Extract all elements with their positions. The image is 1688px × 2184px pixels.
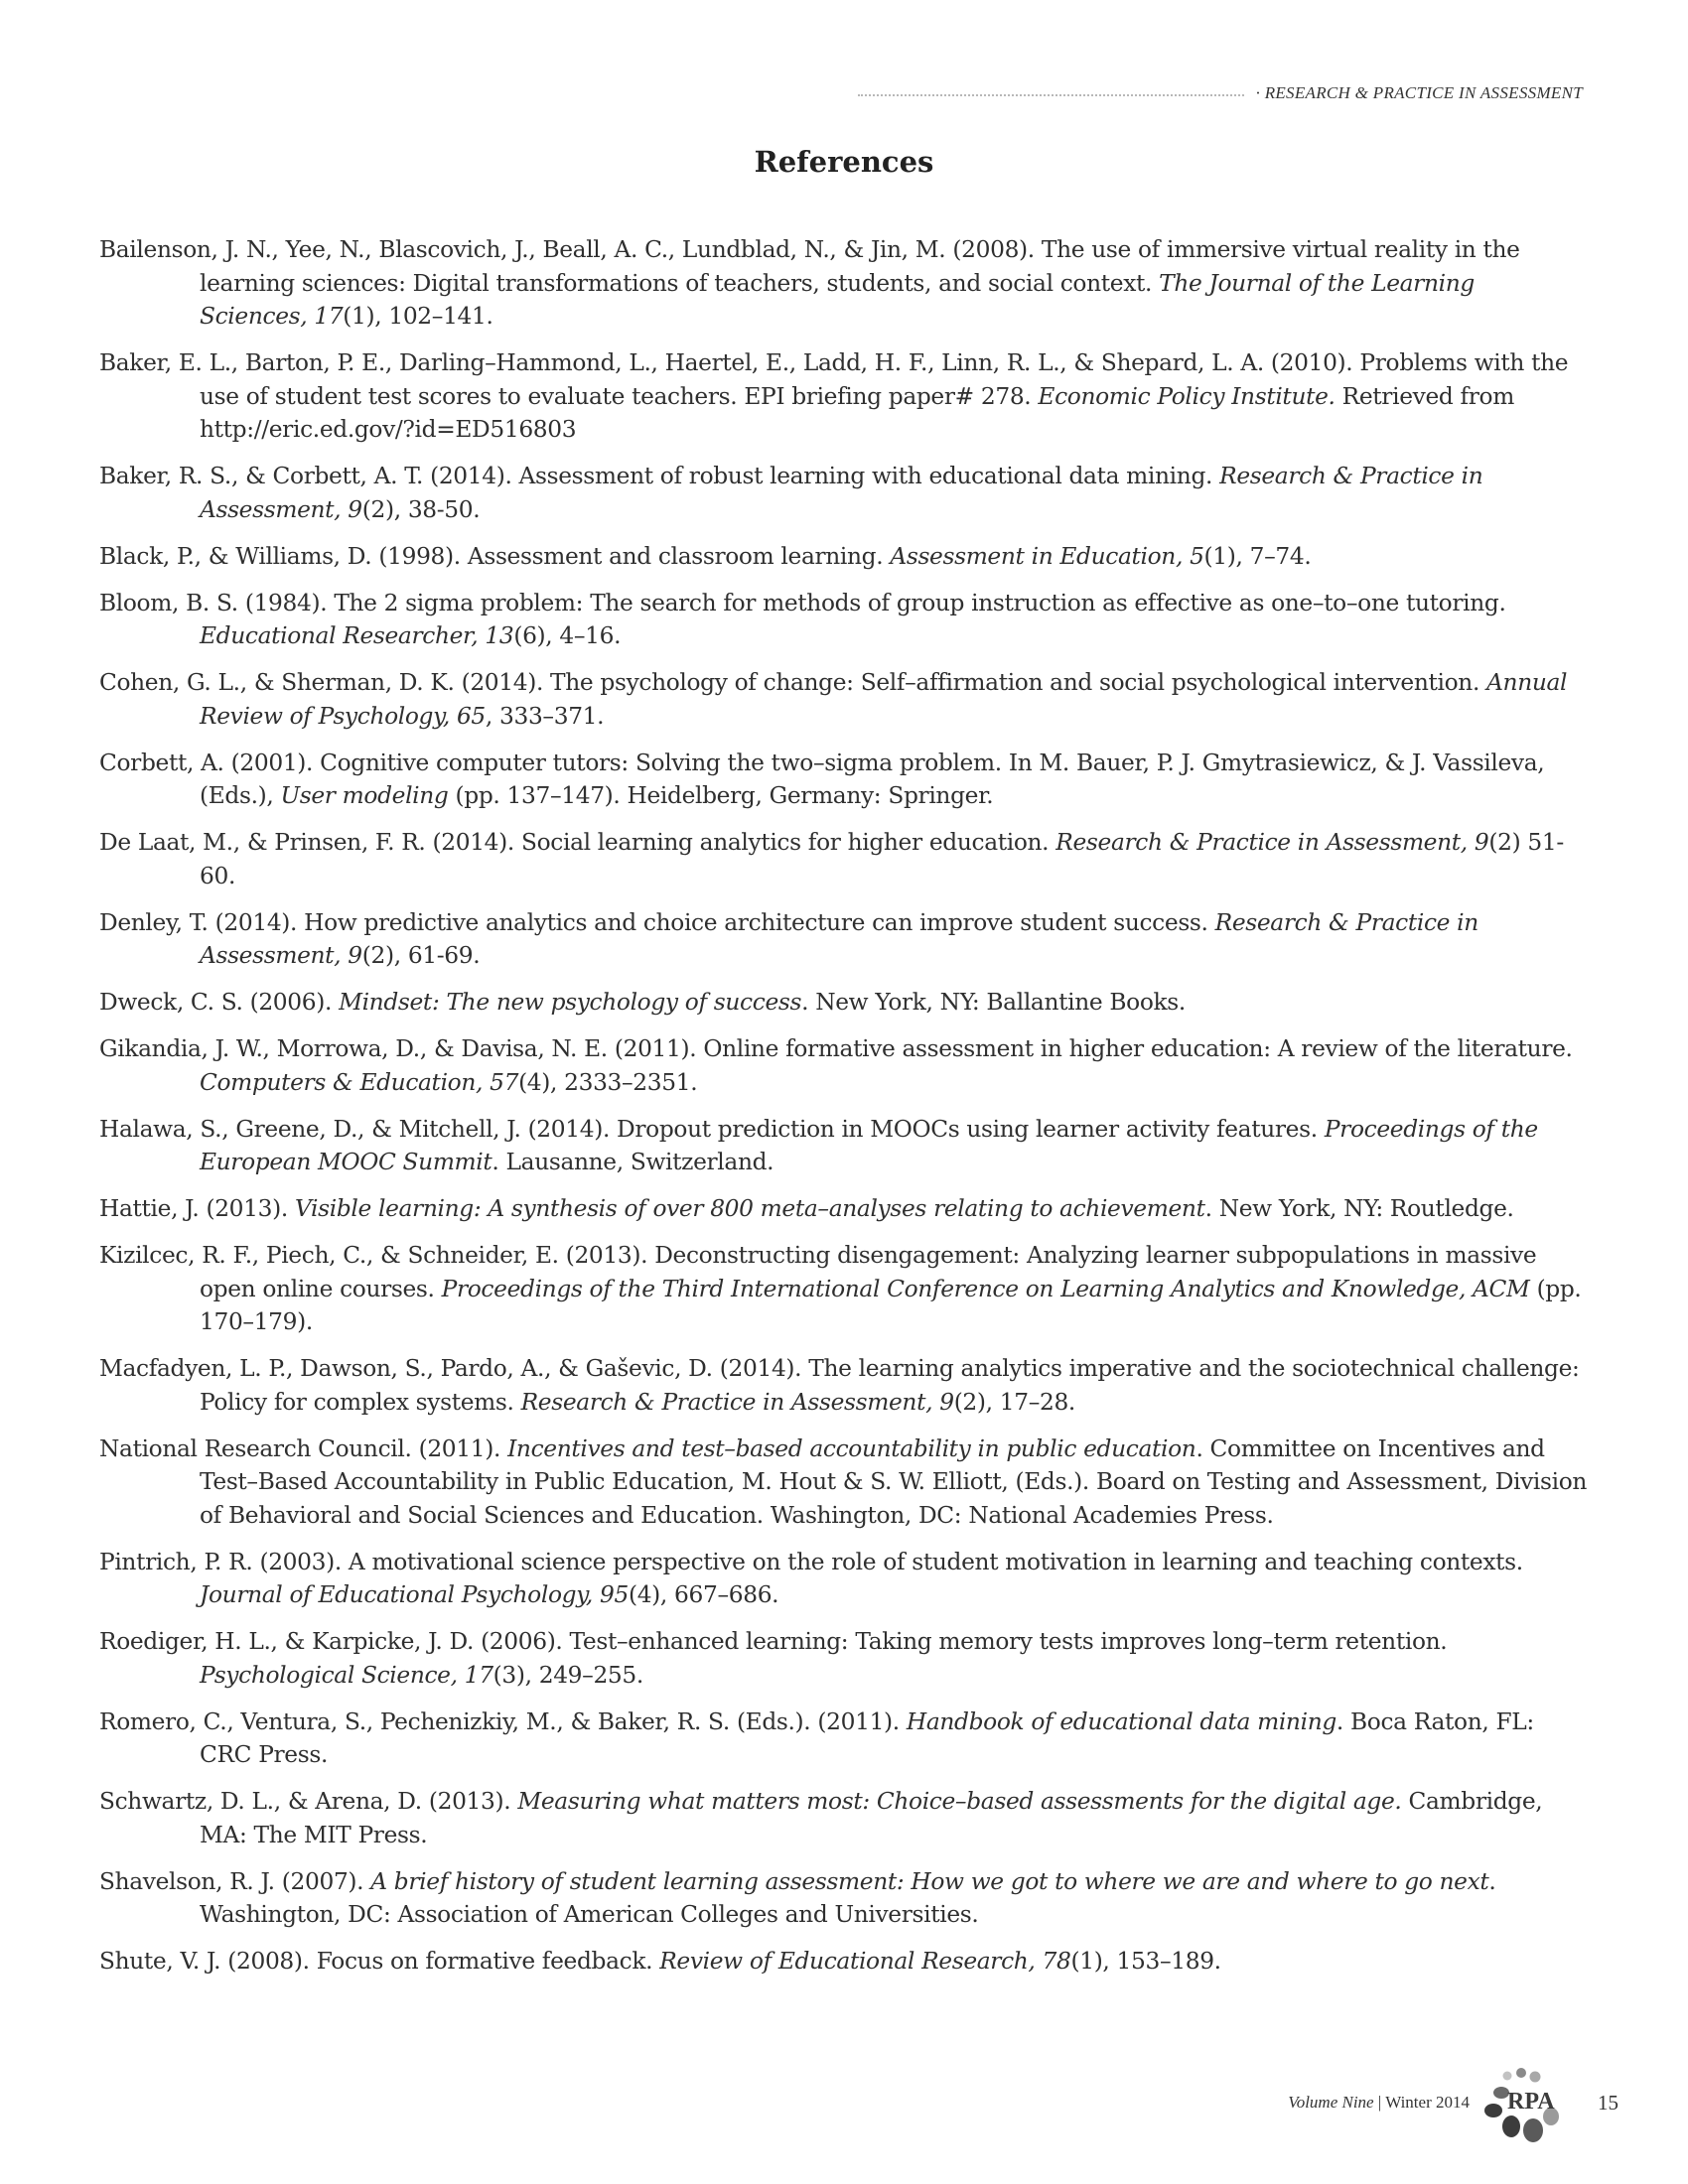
reference-text: . Committee on Incentives and Test–Based Accountability in Public Education, M. Hout & S. W. Elliott, (Eds.). Board on Testing and Assessment, Division of Behavioral and Social Sciences and Education. Washington, DC: National Academies Press. bbox=[200, 1434, 1588, 1529]
reference-text: (1), 7–74. bbox=[1203, 542, 1312, 570]
page-number: 15 bbox=[1598, 2091, 1618, 2115]
reference-text: Dweck, C. S. (2006). bbox=[99, 989, 340, 1016]
reference-text: . Washington, DC: Association of American Colleges and Universities. bbox=[200, 1867, 1496, 1928]
reference-source-italic: Review of Educational Research, 78 bbox=[659, 1948, 1071, 1975]
reference-text: , 333–371. bbox=[485, 702, 605, 730]
reference-source-italic: A brief history of student learning assessment: How we got to where we are and where to go next bbox=[370, 1867, 1489, 1895]
reference-text: Gikandia, J. W., Morrowa, D., & Davisa, N. E. (2011). Online formative assessment in higher education: A review of the literature. bbox=[99, 1035, 1573, 1062]
dotted-rule bbox=[858, 94, 1244, 96]
reference-source-italic: User modeling bbox=[280, 782, 449, 809]
reference-text: Baker, E. L., Barton, P. E., Darling–Hammond, L., Haertel, E., Ladd, H. F., Linn, R. L., & Shepard, L. A. (2010). Problems with the use of student test scores to evaluate teachers. EPI briefing paper# 278. bbox=[99, 349, 1569, 410]
reference-text: (2) 51-60. bbox=[200, 829, 1564, 889]
reference-text: . Lausanne, Switzerland. bbox=[492, 1149, 774, 1175]
reference-text: Kizilcec, R. F., Piech, C., & Schneider, E. (2013). Deconstructing disengagement: Analyzing learner subpopulations in massive open online courses. bbox=[99, 1242, 1537, 1302]
reference-entry bbox=[99, 1865, 1589, 1932]
reference-text: Cohen, G. L., & Sherman, D. K. (2014). The psychology of change: Self–affirmation and social psychological intervention. bbox=[99, 669, 1487, 696]
reference-text: Hattie, J. (2013). bbox=[99, 1195, 295, 1222]
issue-info bbox=[1288, 2093, 1470, 2113]
reference-source-italic: Visible learning: A synthesis of over 800 meta–analyses relating to achievement bbox=[294, 1195, 1205, 1222]
reference-entry bbox=[99, 1433, 1589, 1533]
reference-text: Shute, V. J. (2008). Focus on formative feedback. bbox=[99, 1948, 660, 1975]
reference-entry bbox=[99, 1546, 1589, 1612]
reference-text: Bailenson, J. N., Yee, N., Blascovich, J., Beall, A. C., Lundblad, N., & Jin, M. (2008). The use of immersive virtual reality in the learning sciences: Digital transformations of teachers, students, and social context. bbox=[99, 236, 1520, 297]
reference-entry bbox=[99, 587, 1589, 653]
reference-source-italic: Psychological Science, 17 bbox=[200, 1661, 493, 1689]
reference-text: Macfadyen, L. P., Dawson, S., Pardo, A., & Gaševic, D. (2014). The learning analytics imperative and the sociotechnical challenge: Policy for complex systems. bbox=[99, 1355, 1580, 1416]
reference-text: (6), 4–16. bbox=[513, 622, 622, 649]
reference-entry bbox=[99, 1113, 1589, 1179]
reference-text: . New York, NY: Ballantine Books. bbox=[801, 989, 1186, 1016]
reference-text: (2), 38-50. bbox=[361, 495, 481, 523]
reference-text: Retrieved from http://eric.ed.gov/?id=ED516803 bbox=[200, 382, 1514, 443]
issue-label: Winter 2014 bbox=[1385, 2093, 1470, 2112]
reference-entry bbox=[99, 1785, 1589, 1851]
reference-source-italic: Assessment in Education, 5 bbox=[890, 542, 1204, 570]
reference-entry bbox=[99, 1032, 1589, 1099]
reference-text: Baker, R. S., & Corbett, A. T. (2014). Assessment of robust learning with educational data mining. bbox=[99, 463, 1220, 489]
reference-source-italic: Research & Practice in Assessment, 9 bbox=[200, 908, 1478, 969]
reference-text: Schwartz, D. L., & Arena, D. (2013). bbox=[99, 1788, 518, 1815]
reference-entry bbox=[99, 1625, 1589, 1692]
reference-text: . New York, NY: Routledge. bbox=[1204, 1195, 1514, 1222]
page-title: References bbox=[754, 145, 934, 179]
reference-source-italic: The Journal of the Learning Sciences, 17 bbox=[200, 269, 1475, 330]
reference-source-italic: Journal of Educational Psychology, 95 bbox=[200, 1581, 629, 1608]
reference-source-italic: Handbook of educational data mining bbox=[906, 1707, 1336, 1735]
running-header bbox=[858, 81, 1583, 105]
reference-text: (4), 667–686. bbox=[628, 1581, 779, 1608]
reference-source-italic: Research & Practice in Assessment, 9 bbox=[520, 1388, 954, 1416]
reference-source-italic: Incentives and test–based accountability in public education bbox=[507, 1434, 1196, 1462]
reference-text: (4), 2333–2351. bbox=[518, 1068, 698, 1096]
reference-entry bbox=[99, 540, 1589, 574]
reference-source-italic: Economic Policy Institute. bbox=[1038, 382, 1336, 410]
reference-text: Halawa, S., Greene, D., & Mitchell, J. (2014). Dropout prediction in MOOCs using learner activity features. bbox=[99, 1115, 1325, 1143]
reference-entry bbox=[99, 1352, 1589, 1419]
reference-text: Denley, T. (2014). How predictive analytics and choice architecture can improve student success. bbox=[99, 908, 1215, 936]
reference-text: (2), 61-69. bbox=[361, 942, 481, 969]
reference-entry bbox=[99, 1706, 1589, 1772]
reference-text: De Laat, M., & Prinsen, F. R. (2014). Social learning analytics for higher education. bbox=[99, 829, 1056, 856]
logo-text: RPA bbox=[1507, 2089, 1555, 2115]
reference-source-italic: Computers & Education, 57 bbox=[200, 1068, 519, 1096]
reference-entry bbox=[99, 1239, 1589, 1339]
reference-text: Black, P., & Williams, D. (1998). Assessment and classroom learning. bbox=[99, 542, 891, 570]
reference-text: (1), 153–189. bbox=[1070, 1948, 1221, 1975]
reference-source-italic: Proceedings of the European MOOC Summit bbox=[200, 1115, 1538, 1175]
reference-source-italic: Mindset: The new psychology of success bbox=[339, 989, 802, 1016]
reference-text: (pp. 170–179). bbox=[200, 1275, 1582, 1335]
reference-text: Corbett, A. (2001). Cognitive computer tutors: Solving the two–sigma problem. In M. Bauer, P. J. Gmytrasiewicz, & J. Vassileva, (Eds.), bbox=[99, 749, 1545, 809]
reference-text: National Research Council. (2011). bbox=[99, 1434, 508, 1462]
reference-entry bbox=[99, 1945, 1589, 1979]
reference-text: Cambridge, MA: The MIT Press. bbox=[200, 1788, 1543, 1848]
reference-entry bbox=[99, 986, 1589, 1020]
issue-separator: | bbox=[1373, 2093, 1386, 2112]
reference-entry bbox=[99, 826, 1589, 892]
reference-source-italic: Proceedings of the Third International Conference on Learning Analytics and Knowledge, ACM bbox=[441, 1275, 1530, 1302]
reference-entry bbox=[99, 747, 1589, 813]
reference-entry bbox=[99, 460, 1589, 526]
running-title: · RESEARCH & PRACTICE IN ASSESSMENT bbox=[1255, 83, 1583, 102]
volume-label: Volume Nine bbox=[1288, 2093, 1374, 2112]
reference-text: Pintrich, P. R. (2003). A motivational science perspective on the role of student motivation in learning and teaching contexts. bbox=[99, 1548, 1523, 1575]
reference-text: Romero, C., Ventura, S., Pechenizkiy, M., & Baker, R. S. (Eds.). (2011). bbox=[99, 1707, 907, 1735]
rpa-logo-icon bbox=[1481, 2067, 1567, 2150]
reference-text: Roediger, H. L., & Karpicke, J. D. (2006). Test–enhanced learning: Taking memory tests improves long–term retention. bbox=[99, 1628, 1448, 1655]
reference-text: Bloom, B. S. (1984). The 2 sigma problem: The search for methods of group instruction as effective as one–to–one tutoring. bbox=[99, 589, 1506, 616]
reference-source-italic: Educational Researcher, 13 bbox=[200, 622, 514, 649]
reference-text: (1), 102–141. bbox=[343, 303, 493, 330]
reference-source-italic: Research & Practice in Assessment, 9 bbox=[200, 463, 1483, 523]
reference-source-italic: Annual Review of Psychology, 65 bbox=[200, 669, 1568, 730]
reference-source-italic: Measuring what matters most: Choice–based assessments for the digital age. bbox=[517, 1788, 1402, 1815]
page-footer bbox=[1241, 2075, 1618, 2154]
reference-text: (2), 17–28. bbox=[953, 1388, 1075, 1416]
reference-text: . Boca Raton, FL: CRC Press. bbox=[200, 1707, 1534, 1768]
reference-list bbox=[99, 233, 1589, 1991]
reference-source-italic: Research & Practice in Assessment, 9 bbox=[1055, 829, 1489, 856]
reference-entry bbox=[99, 346, 1589, 447]
reference-entry bbox=[99, 233, 1589, 334]
reference-text: Shavelson, R. J. (2007). bbox=[99, 1867, 371, 1895]
reference-entry bbox=[99, 666, 1589, 733]
reference-text: (3), 249–255. bbox=[492, 1661, 643, 1689]
reference-text: (pp. 137–147). Heidelberg, Germany: Springer. bbox=[448, 782, 994, 809]
reference-entry bbox=[99, 906, 1589, 973]
reference-entry bbox=[99, 1192, 1589, 1226]
